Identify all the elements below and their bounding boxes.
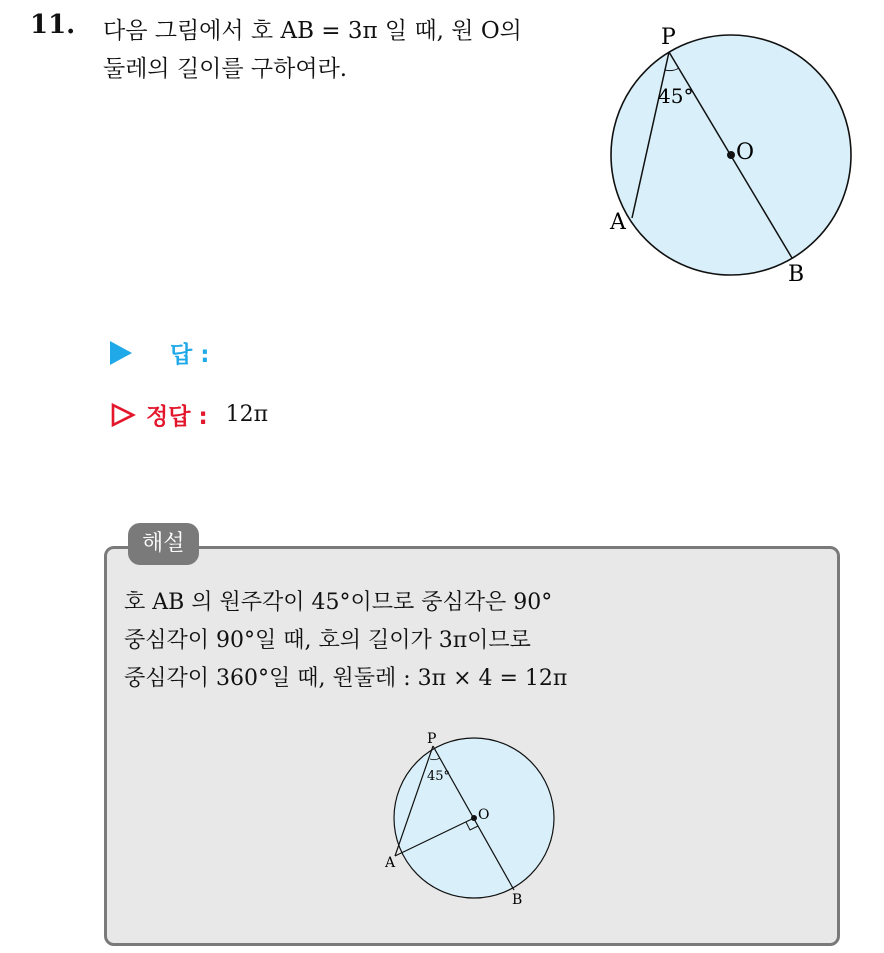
label-angle: 45°: [658, 84, 694, 108]
solution-label-p: P: [427, 731, 437, 747]
label-b: B: [788, 262, 805, 287]
correct-answer-value: 12π: [225, 402, 269, 427]
label-a: A: [610, 210, 626, 235]
solution-line-3: 중심각이 360°일 때, 원둘레 : 3π × 4 = 12π: [124, 666, 568, 691]
question-text: [103, 12, 603, 88]
question-number: 11.: [30, 10, 76, 40]
solution-circle-figure: [385, 730, 565, 910]
answer-label: 답 :: [170, 342, 210, 368]
solution-text: [124, 584, 567, 698]
label-p: P: [661, 25, 676, 50]
question-line-2: 둘레의 길이를 구하여라.: [103, 56, 348, 82]
filled-triangle-icon: [110, 341, 132, 365]
center-point: [727, 151, 735, 159]
label-o: O: [736, 140, 755, 165]
solution-label-angle: 45°: [427, 769, 451, 784]
outline-triangle-icon: [110, 402, 136, 428]
solution-center-point: [471, 815, 477, 821]
correct-answer-row: [110, 398, 268, 431]
solution-line-2: 중심각이 90°일 때, 호의 길이가 3π이므로: [124, 628, 531, 653]
correct-answer-label: 정답 :: [146, 404, 208, 430]
solution-tag: 해설: [128, 523, 199, 565]
solution-label-a: A: [385, 855, 396, 871]
solution-line-1: 호 AB 의 원주각이 45°이므로 중심각은 90°: [124, 590, 553, 615]
solution-label-o: O: [478, 807, 490, 823]
solution-label-b: B: [512, 892, 523, 908]
question-line-1: 다음 그림에서 호 AB = 3π 일 때, 원 O의: [103, 18, 522, 44]
circle-figure: [600, 20, 860, 290]
answer-row: [110, 336, 209, 369]
